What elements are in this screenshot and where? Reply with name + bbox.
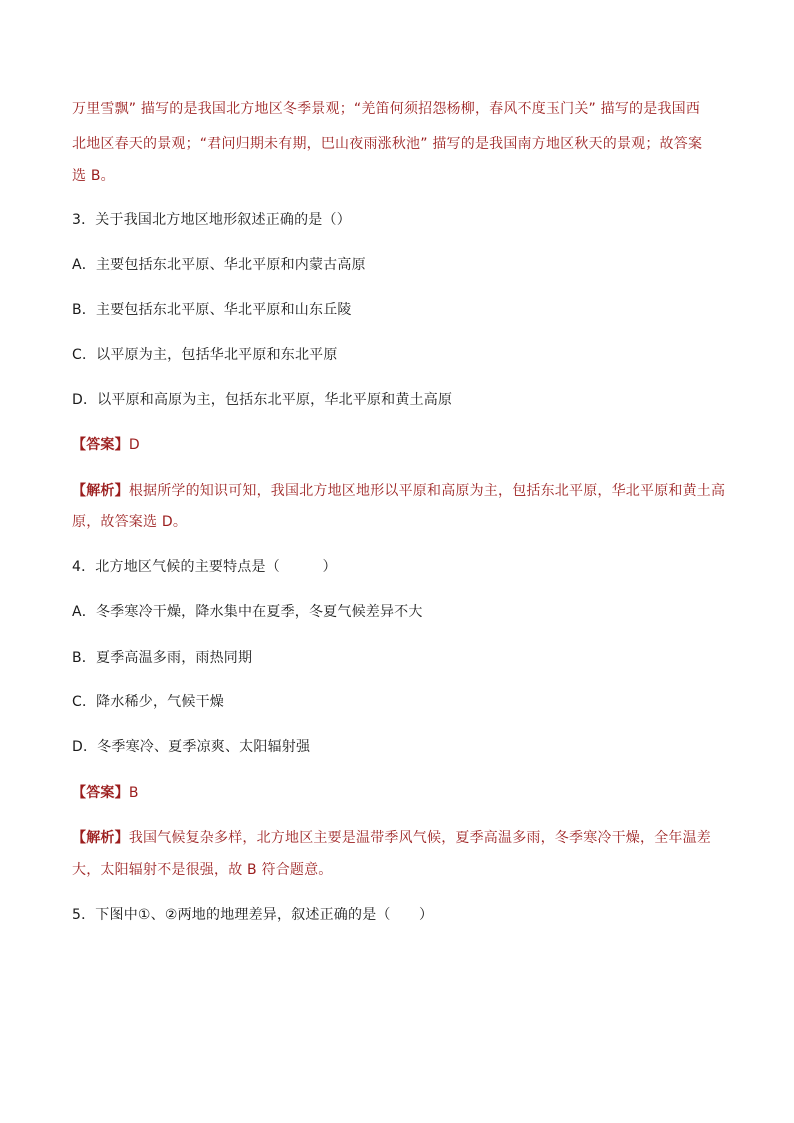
q3-option-d: D．以平原和高原为主，包括东北平原，华北平原和黄土高原 bbox=[72, 392, 453, 408]
prev-analysis-line-3: 选 B。 bbox=[72, 168, 115, 184]
q5-stem: 5．下图中①、②两地的地理差异，叙述正确的是（ ） bbox=[72, 907, 434, 923]
q3-analysis-line-1 bbox=[72, 481, 725, 501]
prev-analysis-line-1: 万里雪飘” 描写的是我国北方地区冬季景观；“羌笛何须招怨杨柳，春风不度玉门关” 描写的是我国西 bbox=[72, 101, 701, 117]
q3-analysis-text-1: 根据所学的知识可知，我国北方地区地形以平原和高原为主，包括东北平原，华北平原和黄土高 bbox=[128, 483, 726, 499]
q4-option-c: C．降水稀少，气候干燥 bbox=[72, 694, 224, 710]
q4-option-d: D．冬季寒冷、夏季凉爽、太阳辐射强 bbox=[72, 739, 311, 755]
q3-answer-value: D bbox=[128, 437, 140, 453]
q3-stem: 3．关于我国北方地区地形叙述正确的是（） bbox=[72, 212, 351, 228]
q3-answer-tag: 【答案】 bbox=[72, 437, 129, 453]
q3-analysis-line-2: 原，故答案选 D。 bbox=[72, 514, 188, 530]
q4-option-b: B．夏季高温多雨，雨热同期 bbox=[72, 650, 253, 666]
q4-analysis-line-1 bbox=[72, 828, 711, 848]
q3-option-c: C．以平原为主，包括华北平原和东北平原 bbox=[72, 347, 338, 363]
q4-analysis-text-1: 我国气候复杂多样，北方地区主要是温带季风气候，夏季高温多雨，冬季寒冷干燥，全年温差 bbox=[128, 830, 712, 846]
q4-answer-value: B bbox=[128, 785, 139, 801]
q4-analysis-tag: 【解析】 bbox=[72, 830, 129, 846]
q4-answer bbox=[72, 783, 139, 803]
q3-analysis-tag: 【解析】 bbox=[72, 483, 129, 499]
q4-option-a: A．冬季寒冷干燥，降水集中在夏季，冬夏气候差异不大 bbox=[72, 604, 423, 620]
q3-option-a: A．主要包括东北平原、华北平原和内蒙古高原 bbox=[72, 257, 366, 273]
prev-analysis-line-2: 北地区春天的景观；“君问归期未有期，巴山夜雨涨秋池” 描写的是我国南方地区秋天的景观；故答案 bbox=[72, 136, 703, 152]
q4-analysis-line-2: 大，太阳辐射不是很强，故 B 符合题意。 bbox=[72, 862, 333, 878]
q4-answer-tag: 【答案】 bbox=[72, 785, 129, 801]
q4-stem: 4．北方地区气候的主要特点是（ ） bbox=[72, 559, 337, 575]
q3-answer bbox=[72, 435, 140, 455]
q3-option-b: B．主要包括东北平原、华北平原和山东丘陵 bbox=[72, 302, 352, 318]
